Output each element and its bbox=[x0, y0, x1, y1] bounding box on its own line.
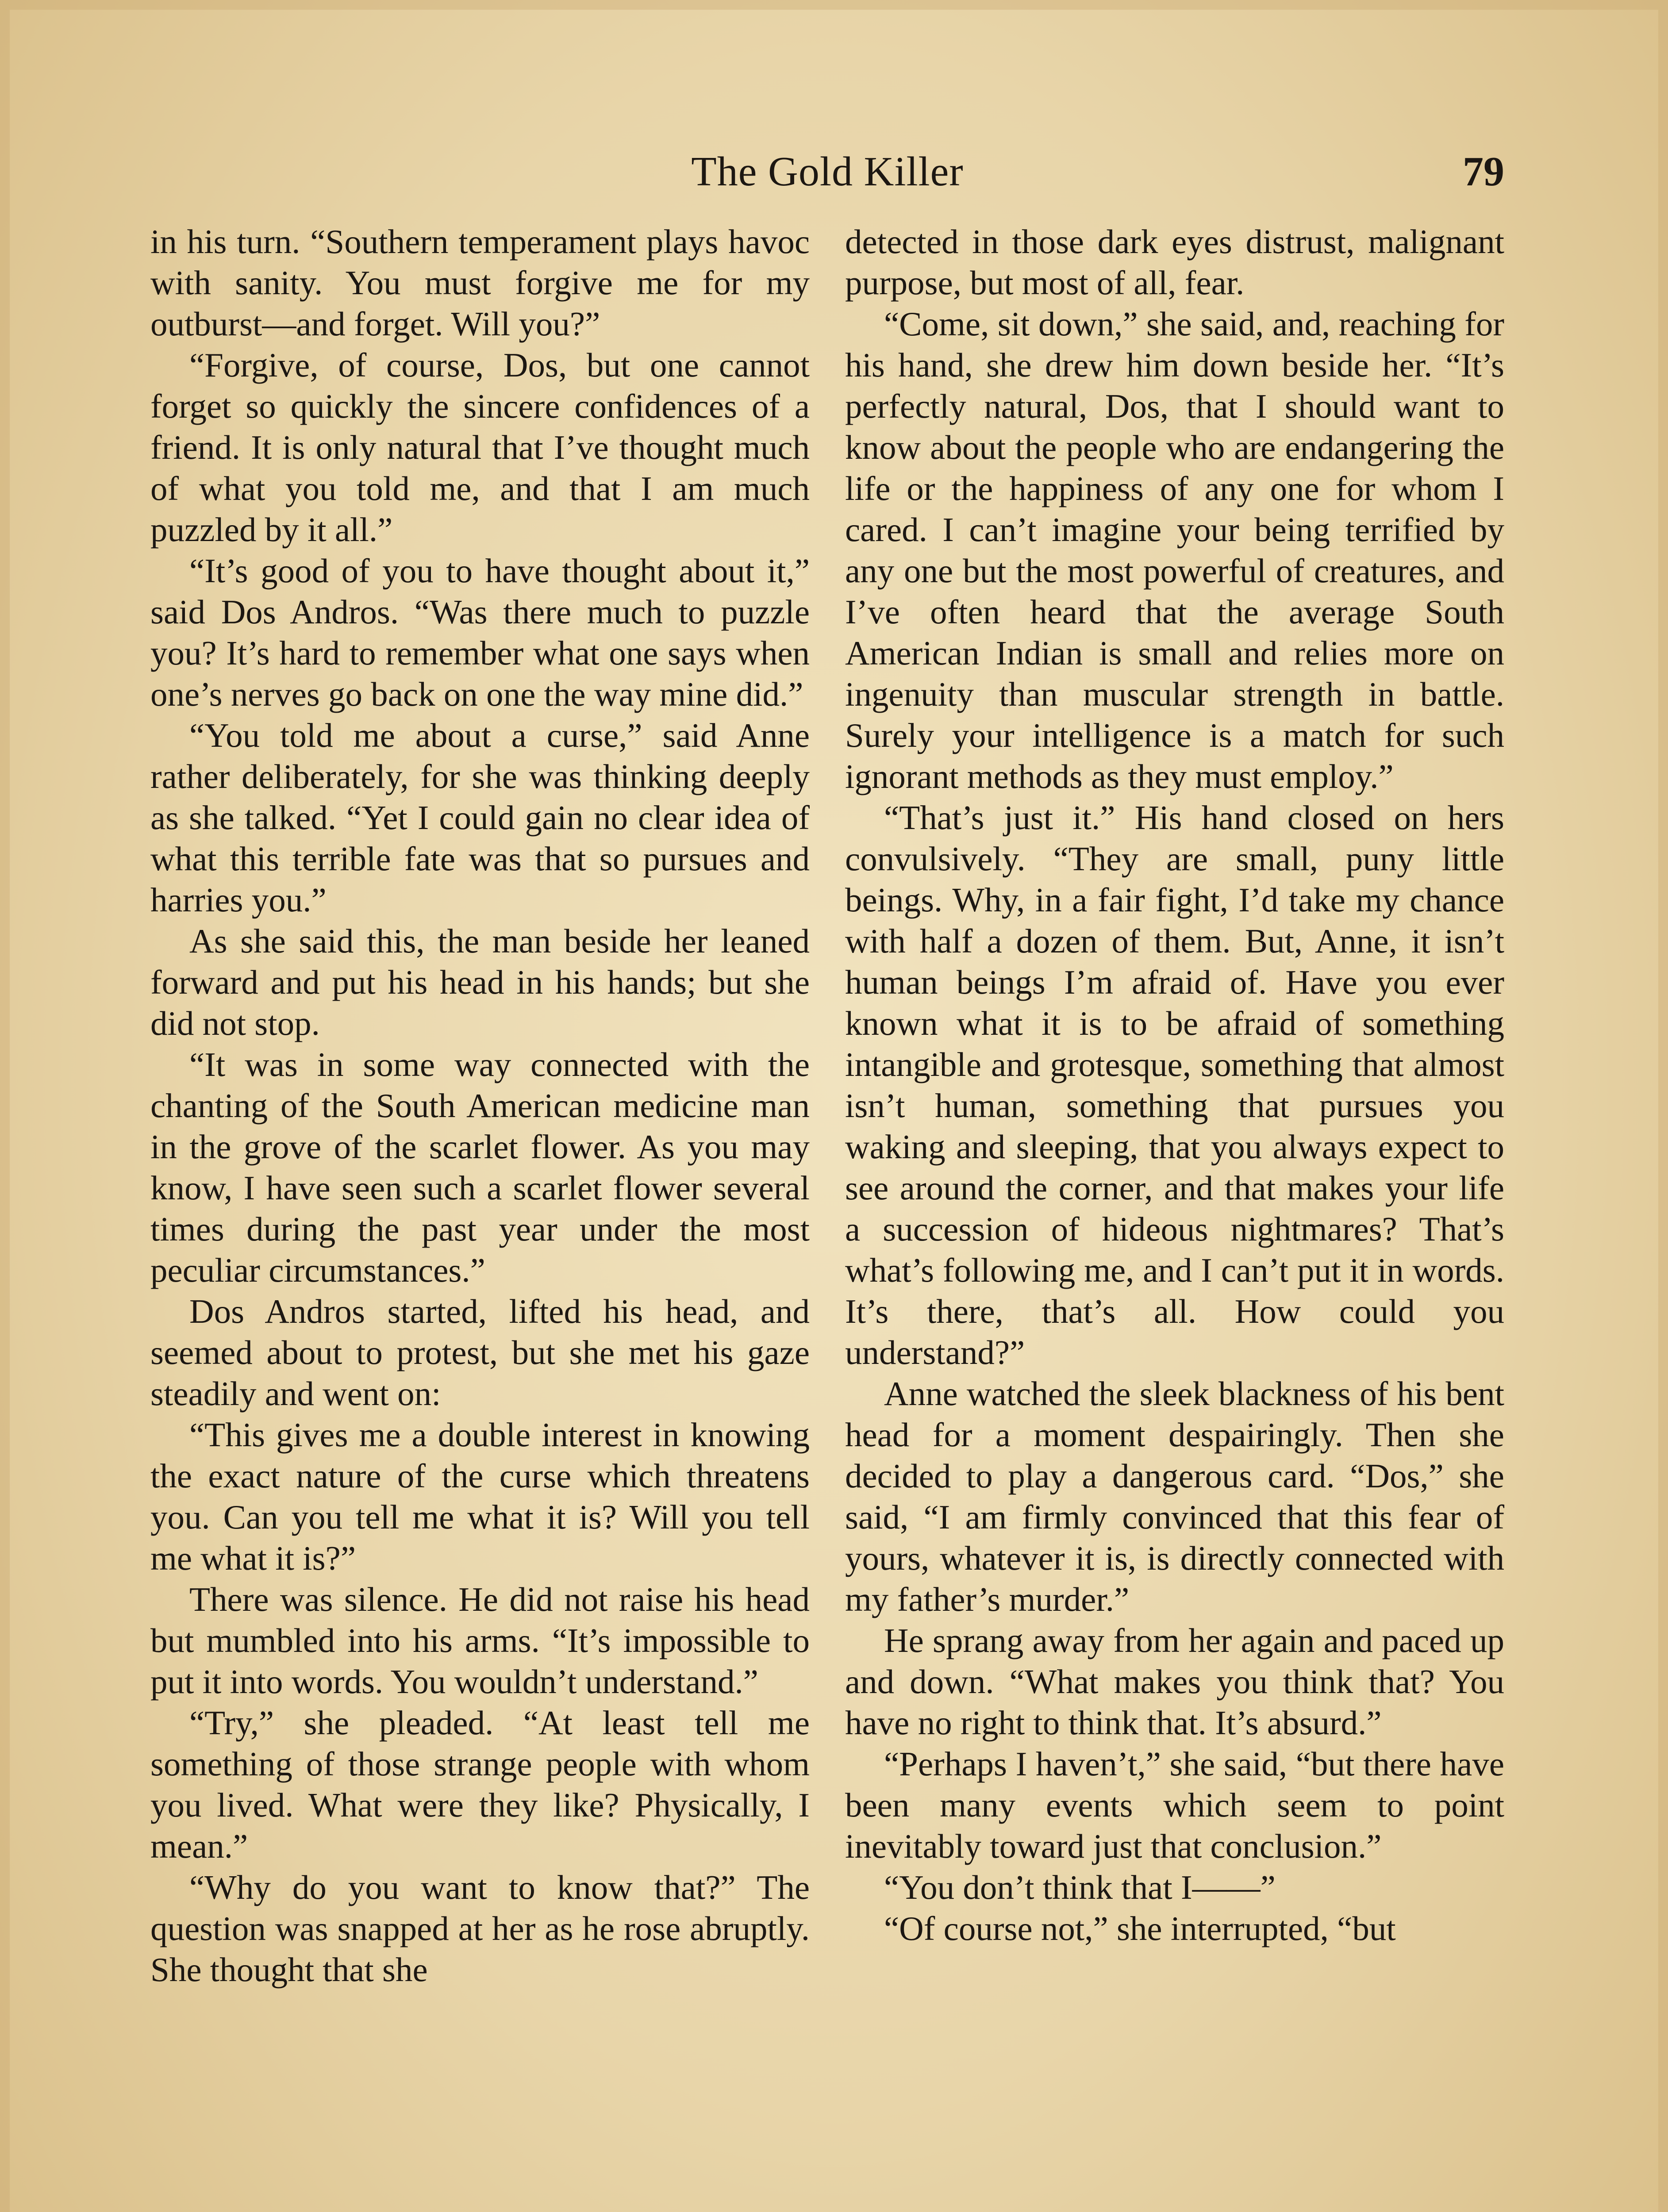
paragraph: “Forgive, of course, Dos, but one cannot forget so quickly the sincere confidences of a friend. It is only natural that I’ve thought much of what you told me, and that I am much puzzled by it all.” bbox=[150, 346, 810, 549]
paragraph: “Perhaps I haven’t,” she said, “but there have been many events which seem to point inevitably toward just that conclusion.” bbox=[845, 1745, 1504, 1865]
paragraph: “You told me about a curse,” said Anne rather deliberately, for she was thinking deeply as she talked. “Yet I could gain no clear idea of what this terrible fate was that so pursues and harries you.” bbox=[150, 716, 810, 919]
paragraph: in his turn. “Southern temperament plays havoc with sanity. You must forgive me for my outburst—and forget. Will you?” bbox=[150, 223, 810, 343]
paragraph: Dos Andros started, lifted his head, and seemed about to protest, but she met his gaze steadily and went on: bbox=[150, 1292, 810, 1413]
left-column bbox=[150, 221, 810, 1990]
paragraph: “You don’t think that I——” bbox=[884, 1868, 1276, 1906]
running-title: The Gold Killer bbox=[691, 149, 964, 195]
paragraph: “Why do you want to know that?” The question was snapped at her as he rose abruptly. She thought that she bbox=[150, 1868, 810, 1989]
paragraph: He sprang away from her again and paced up and down. “What makes you think that? You have no right to think that. It’s absurd.” bbox=[845, 1621, 1504, 1742]
paragraph: “Try,” she pleaded. “At least tell me something of those strange people with whom you lived. What were they like? Physically, I mean.” bbox=[150, 1704, 810, 1865]
paragraph: “Come, sit down,” she said, and, reaching for his hand, she drew him down beside her. “It’s perfectly natural, Dos, that I should want to know about the people who are endangering the life or the happiness of any one for whom I cared. I can’t imagine your being terrified by any one but the most powerful of creatures, and I’ve often heard that the average South American Indian is small and relies more on ingenuity than muscular strength in battle. Surely your intelligence is a match for such ignorant methods as they must employ.” bbox=[845, 305, 1504, 795]
running-head bbox=[150, 141, 1504, 203]
paragraph: “That’s just it.” His hand closed on hers convulsively. “They are small, puny little beings. Why, in a fair fight, I’d take my chance with half a dozen of them. But, Anne, it isn’t human beings I’m afraid of. Have you ever known what it is to be afraid of something intangible and grotesque, something that almost isn’t human, something that pursues you waking and sleeping, that you always expect to see around the corner, and that makes your life a succession of hideous nightmares? That’s what’s following me, and I can’t put it in words. It’s there, that’s all. How could you understand?” bbox=[845, 799, 1504, 1371]
paragraph: “Of course not,” she interrupted, “but bbox=[884, 1909, 1396, 1947]
paragraph: As she said this, the man beside her leaned forward and put his head in his hands; but she did not stop. bbox=[150, 922, 810, 1042]
paragraph: There was silence. He did not raise his head but mumbled into his arms. “It’s impossible to put it into words. You wouldn’t understand.” bbox=[150, 1580, 810, 1701]
paragraph: “It was in some way connected with the chanting of the South American medicine man in the grove of the scarlet flower. As you may know, I have seen such a scarlet flower several times during the past year under the most peculiar circumstances.” bbox=[150, 1045, 810, 1289]
paragraph: Anne watched the sleek blackness of his bent head for a moment despairingly. Then she decided to play a dangerous card. “Dos,” she said, “I am firmly convinced that this fear of yours, whatever it is, is directly connected with my father’s murder.” bbox=[845, 1375, 1504, 1618]
page-number: 79 bbox=[1463, 149, 1504, 195]
paragraph: “This gives me a double interest in knowing the exact nature of the curse which threatens you. Can you tell me what it is? Will you tell me what it is?” bbox=[150, 1416, 810, 1577]
paragraph: detected in those dark eyes distrust, malignant purpose, but most of all, fear. bbox=[845, 223, 1504, 302]
paragraph: “It’s good of you to have thought about it,” said Dos Andros. “Was there much to puzzle you? It’s hard to remember what one says when one’s nerves go back on one the way mine did.” bbox=[150, 552, 810, 713]
right-column bbox=[845, 221, 1504, 1949]
